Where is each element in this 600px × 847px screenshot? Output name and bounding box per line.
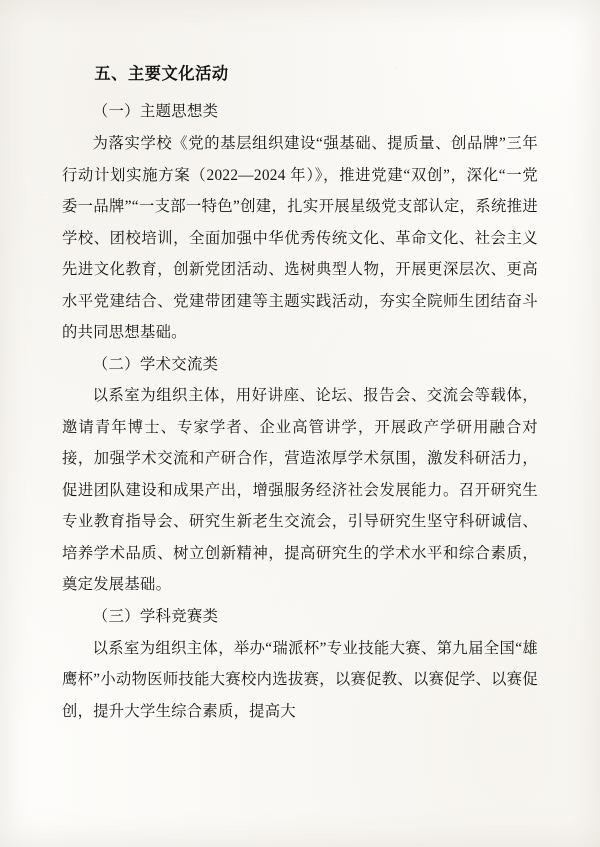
subsection-heading-3: （三）学科竞赛类 <box>92 607 219 625</box>
subsection-heading-2: （二）学术交流类 <box>92 355 219 373</box>
paragraph-2: 以系室为组织主体，用好讲座、论坛、报告会、交流会等载体，邀请青年博士、专家学者、企业高管讲学，开展政产学研用融合对接，加强学术交流和产研合作，营造浓厚学术氛围，激发科研活力，促进团队建设和成果产出，增强服务经济社会发展能力。召开研究生专业教育指导会、研究生新老生交流会，引导研究生坚守科研诚信、培养学术品质、树立创新精神，提高研究生的学术水平和综合素质，奠定发展基础。 <box>62 387 538 594</box>
document-body <box>62 58 538 727</box>
subsection-heading-1: （一）主题思想类 <box>92 103 219 121</box>
paragraph-1: 为落实学校《党的基层组织建设“强基础、提质量、创品牌”三年行动计划实施方案（2022—2024 年）》，推进党建“双创”，深化“一党委一品牌”“一支部一特色”创建，扎实开展星级党支部认定，系统推进学校、团校培训，全面加强中华优秀传统文化、革命文化、社会主义先进文化教育，创新党团活动、选树典型人物，开展更深层次、更高水平党建结合、党建带团建等主题实践活动，夯实全院师生团结奋斗的共同思想基础。 <box>62 135 538 342</box>
section-heading: 五、主要文化活动 <box>94 65 229 83</box>
paragraph-3: 以系室为组织主体，举办“瑞派杯”专业技能大赛、第九届全国“雄鹰杯”小动物医师技能大赛校内选拔赛，以赛促教、以赛促学、以赛促创，提升大学生综合素质，提高大 <box>62 639 538 720</box>
